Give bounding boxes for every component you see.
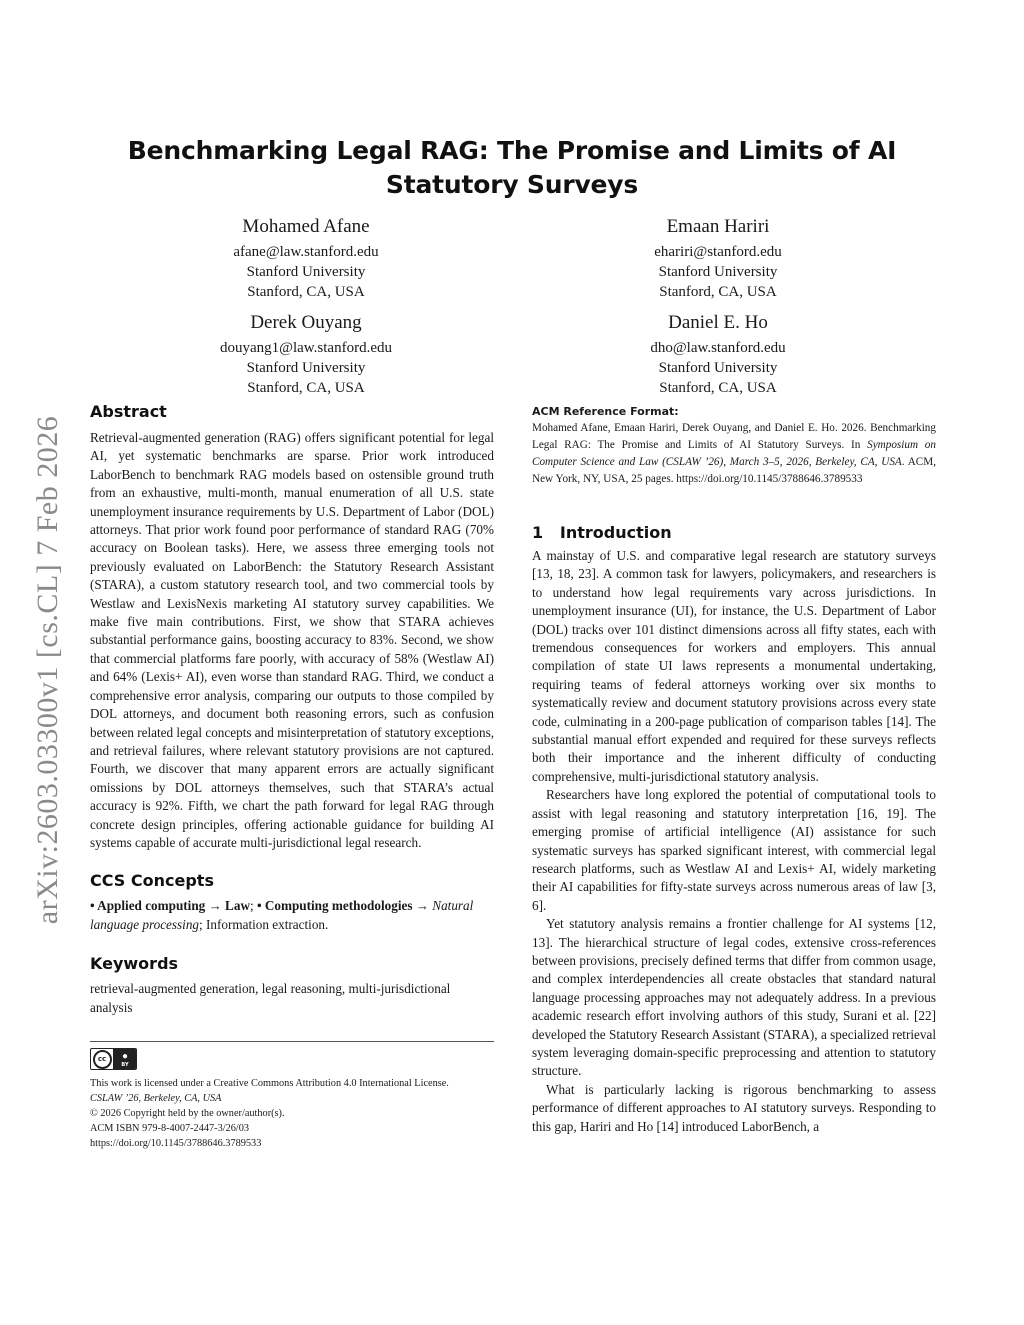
author-affiliation: Stanford University [246, 264, 366, 280]
author-affiliation: Stanford University [246, 360, 366, 376]
isbn-line: ACM ISBN 979-8-4007-2447-3/26/03 [90, 1123, 250, 1135]
ccs-tail: ; Information extraction. [199, 917, 329, 933]
license-statement: This work is licensed under a Creative Commons Attribution 4.0 International License. [90, 1078, 449, 1090]
intro-paragraph: Researchers have long explored the potential of computational tools to assist with legal reasoning and statutory interpretation [16, 19]. The emerging promise of artificial intelligence (AI) assistance for such systematic surveys has sparked significant interest, with commercial legal research platforms, such as Westlaw AI and Lexis+ AI, widely marketing their AI capabilities for fifty-state surveys across numerous areas of law [3, 6]. [532, 787, 936, 913]
author-email: douyang1@law.stanford.edu [220, 340, 392, 356]
author-email: dho@law.stanford.edu [650, 340, 786, 356]
author-email: afane@law.stanford.edu [233, 244, 379, 260]
author-name: Emaan Hariri [666, 216, 770, 237]
author-name: Derek Ouyang [250, 312, 362, 333]
author-block [141, 214, 471, 302]
conference-venue: CSLAW ’26, Berkeley, CA, USA [90, 1093, 222, 1105]
by-icon: ● BY [114, 1049, 136, 1069]
author-name: Daniel E. Ho [668, 312, 768, 333]
intro-paragraph: What is particularly lacking is rigorous benchmarking to assess performance of different approaches to AI statutory surveys. Responding to this gap, Hariri and Ho [14] introduced LaborBench, a [532, 1081, 936, 1134]
ccs-heading: CCS Concepts [90, 871, 214, 891]
arxiv-identifier-text: arXiv:2603.03300v1 [cs.CL] 7 Feb 2026 [31, 415, 65, 925]
author-block [553, 310, 883, 398]
ccs-item-applied-computing: • Applied computing → Law [90, 898, 250, 914]
author-block [141, 310, 471, 398]
intro-paragraph: Yet statutory analysis remains a frontier challenge for AI systems [12, 13]. The hierarchical structure of legal codes, extensive cross-references between provisions, precisely defined terms that differ from common usage, and complex interdependencies all create obstacles that standard natural language processing approaches may not adequately address. In a previous academic research effort involving authors of this study, Surani et al. [22] developed the Statutory Research Assistant (STARA), a specialized retrieval system leveraging domain-specific preprocessing and attention to statutory structure. [532, 916, 936, 1079]
author-affiliation: Stanford University [658, 264, 778, 280]
abstract-heading: Abstract [90, 402, 167, 421]
acm-reference-text: Mohamed Afane, Emaan Hariri, Derek Ouyang, and Daniel E. Ho. 2026. Benchmarking Legal RAG: The Promise and Limits of AI Statutory Surveys. In Symposium on Computer Science and Law (CSLAW ’26), March 3–5, 2026, Berkeley, CA, USA. ACM, New York, NY, USA, 25 pages. https://doi.org/10.1145/3788646.3789533 [532, 422, 936, 485]
section-number: 1 [532, 523, 544, 542]
abstract-text: Retrieval-augmented generation (RAG) offers significant potential for legal AI, yet systematic benchmarks are sparse. Prior work introduced LaborBench to benchmark RAG models based on ostensible ground truth from an exhaustive, multi-month, manual enumeration of all U.S. state unemployment insurance requirements by U.S. Department of Labor (DOL) attorneys. That prior work found poor performance of standard RAG (70% accuracy on Boolean tasks). Here, we assess three emerging tools not previously evaluated on LaborBench: the Statutory Research Assistant (STARA), a custom statutory research tool, and two commercial tools by Westlaw and LexisNexis marketing AI statutory survey capabilities. We make five main contributions. First, we show that STARA achieves substantial performance gains, boosting accuracy to 83%. Second, we show that commercial platforms fare poorly, with accuracy of 58% (Westlaw AI) and 64% (Lexis+ AI), even worse than standard RAG. Third, we conduct a comprehensive error analysis, comparing our outputs to those compiled by DOL attorneys, and document both reasoning errors, such as confusion between related legal concepts and misinterpretation of statutory exceptions, and retrieval failures, where relevant statutory provisions are not captured. Fourth, we discover that many apparent errors are actually significant omissions by DOL attorneys themselves, such that STARA’s actual accuracy is 92%. Fifth, we chart the path forward for legal RAG through concrete design principles, offering actionable guidance for building AI systems capable of accurate multi-jurisdictional legal research. [90, 430, 494, 850]
doi-line: https://doi.org/10.1145/3788646.3789533 [90, 1138, 262, 1150]
section-title: Introduction [559, 523, 672, 542]
introduction-body [532, 547, 936, 1136]
cc-icon: cc [91, 1049, 114, 1069]
author-affiliation: Stanford University [658, 360, 778, 376]
left-column [90, 400, 494, 1151]
keywords-text: retrieval-augmented generation, legal reasoning, multi-jurisdictional analysis [90, 981, 451, 1015]
author-location: Stanford, CA, USA [659, 284, 777, 300]
author-name: Mohamed Afane [242, 216, 370, 237]
author-location: Stanford, CA, USA [659, 380, 777, 396]
ccs-item-nlp: Natural language processing [90, 898, 474, 933]
footnote-rule [90, 1041, 494, 1042]
ccs-separator: ; [249, 898, 257, 914]
copyright-line: © 2026 Copyright held by the owner/author(s). [90, 1108, 285, 1120]
ccs-item-computing-methodologies: • Computing methodologies → [256, 898, 429, 914]
ccs-concepts [90, 896, 494, 934]
right-column [532, 404, 936, 1136]
author-location: Stanford, CA, USA [247, 284, 365, 300]
author-location: Stanford, CA, USA [247, 380, 365, 396]
introduction-heading [532, 521, 936, 545]
acm-reference-heading: ACM Reference Format: [532, 405, 679, 418]
cc-by-license-icon [90, 1048, 137, 1070]
author-block [553, 214, 883, 302]
author-email: ehariri@stanford.edu [654, 244, 782, 260]
acm-reference-venue: Symposium on Computer Science and Law (CSLAW ’26), March 3–5, 2026, Berkeley, CA, USA [532, 439, 936, 468]
paper-title: Benchmarking Legal RAG: The Promise and Limits of AI Statutory Surveys [127, 136, 897, 199]
intro-paragraph: A mainstay of U.S. and comparative legal research are statutory surveys [13, 18, 23]. A common task for lawyers, policymakers, and researchers is to understand how legal requirements vary across jurisdictions. In unemployment insurance (UI), for instance, the U.S. Department of Labor (DOL) tracks over 101 distinct dimensions across all fifty states, each with tremendous consequences for workers and employers. This annual compilation of state UI laws represents a monumental undertaking, requiring teams of federal attorneys working over six months to systematically review and document statutory provisions across every state code, culminating in a 200-page publication of comparison tables [14]. The substantial manual effort expended and required for these surveys reflects both their importance and the inherent difficulty of conducting comprehensive, multi-jurisdictional statutory analysis. [532, 548, 936, 784]
person-icon: ● [121, 1050, 129, 1062]
license-block [90, 1048, 494, 1151]
keywords-heading: Keywords [90, 954, 179, 974]
arxiv-identifier [25, 380, 71, 960]
